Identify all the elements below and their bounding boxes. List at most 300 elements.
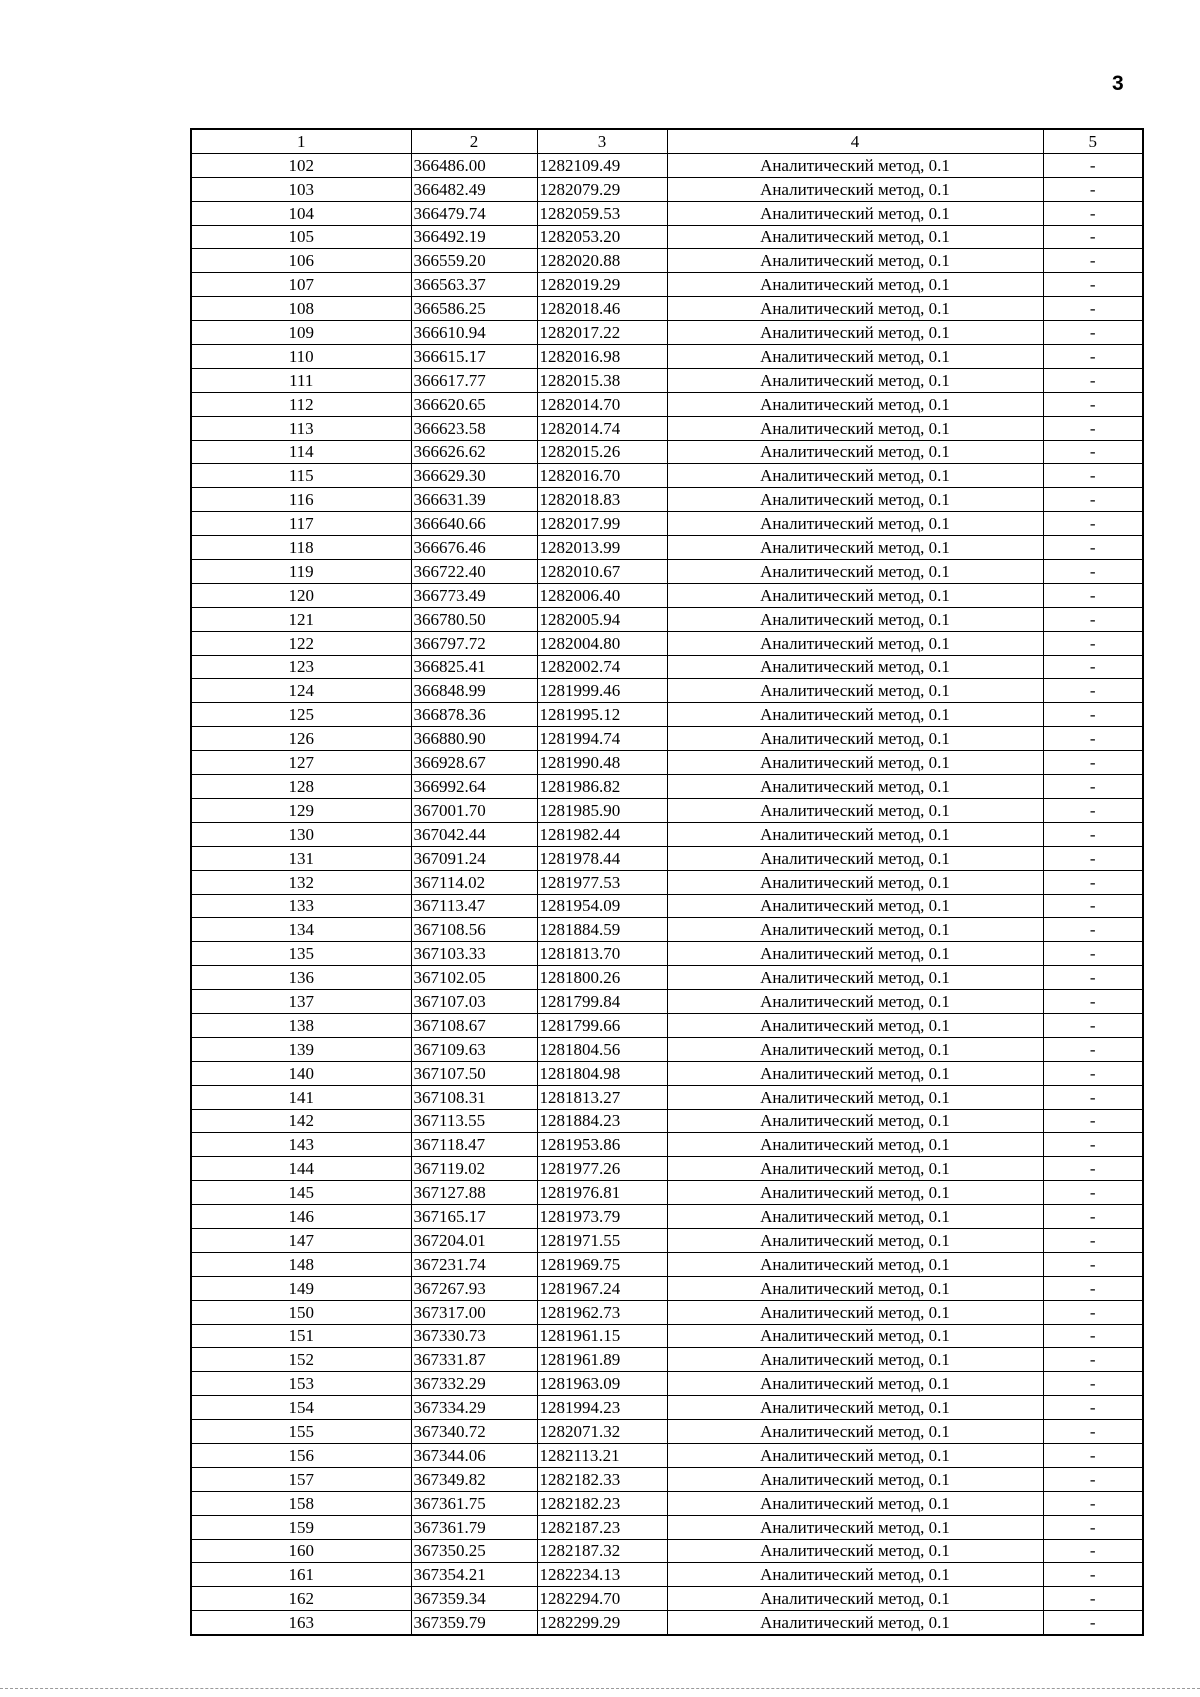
x-coordinate-cell: 366623.58 <box>411 416 537 440</box>
point-number-cell: 130 <box>191 822 411 846</box>
point-number-cell: 156 <box>191 1443 411 1467</box>
table-row <box>191 1013 1143 1037</box>
note-cell: - <box>1043 1228 1143 1252</box>
method-cell: Аналитический метод, 0.1 <box>667 870 1043 894</box>
x-coordinate-cell: 366620.65 <box>411 392 537 416</box>
header-row <box>191 129 1143 153</box>
method-cell: Аналитический метод, 0.1 <box>667 751 1043 775</box>
note-cell: - <box>1043 727 1143 751</box>
y-coordinate-cell: 1282015.38 <box>537 368 667 392</box>
note-cell: - <box>1043 703 1143 727</box>
method-cell: Аналитический метод, 0.1 <box>667 1372 1043 1396</box>
note-cell: - <box>1043 846 1143 870</box>
table-row <box>191 488 1143 512</box>
method-cell: Аналитический метод, 0.1 <box>667 1539 1043 1563</box>
point-number-cell: 114 <box>191 440 411 464</box>
method-cell: Аналитический метод, 0.1 <box>667 1228 1043 1252</box>
y-coordinate-cell: 1281963.09 <box>537 1372 667 1396</box>
table-row <box>191 607 1143 631</box>
note-cell: - <box>1043 583 1143 607</box>
y-coordinate-cell: 1281969.75 <box>537 1252 667 1276</box>
x-coordinate-cell: 367165.17 <box>411 1205 537 1229</box>
point-number-cell: 115 <box>191 464 411 488</box>
note-cell: - <box>1043 1348 1143 1372</box>
table-row <box>191 822 1143 846</box>
point-number-cell: 120 <box>191 583 411 607</box>
y-coordinate-cell: 1282071.32 <box>537 1420 667 1444</box>
table-row <box>191 1252 1143 1276</box>
point-number-cell: 122 <box>191 631 411 655</box>
note-cell: - <box>1043 1181 1143 1205</box>
note-cell: - <box>1043 1157 1143 1181</box>
method-cell: Аналитический метод, 0.1 <box>667 1515 1043 1539</box>
point-number-cell: 150 <box>191 1300 411 1324</box>
method-cell: Аналитический метод, 0.1 <box>667 1037 1043 1061</box>
y-coordinate-cell: 1282002.74 <box>537 655 667 679</box>
x-coordinate-cell: 367001.70 <box>411 798 537 822</box>
y-coordinate-cell: 1281800.26 <box>537 966 667 990</box>
method-cell: Аналитический метод, 0.1 <box>667 679 1043 703</box>
table-row <box>191 942 1143 966</box>
y-coordinate-cell: 1282016.98 <box>537 345 667 369</box>
point-number-cell: 117 <box>191 512 411 536</box>
note-cell: - <box>1043 536 1143 560</box>
table-row <box>191 894 1143 918</box>
note-cell: - <box>1043 440 1143 464</box>
method-cell: Аналитический метод, 0.1 <box>667 990 1043 1014</box>
y-coordinate-cell: 1281982.44 <box>537 822 667 846</box>
point-number-cell: 140 <box>191 1061 411 1085</box>
y-coordinate-cell: 1282006.40 <box>537 583 667 607</box>
note-cell: - <box>1043 1396 1143 1420</box>
y-coordinate-cell: 1281978.44 <box>537 846 667 870</box>
y-coordinate-cell: 1282017.22 <box>537 321 667 345</box>
x-coordinate-cell: 367332.29 <box>411 1372 537 1396</box>
table-row <box>191 345 1143 369</box>
method-cell: Аналитический метод, 0.1 <box>667 798 1043 822</box>
table-row <box>191 798 1143 822</box>
x-coordinate-cell: 367103.33 <box>411 942 537 966</box>
method-cell: Аналитический метод, 0.1 <box>667 942 1043 966</box>
table-row <box>191 631 1143 655</box>
method-cell: Аналитический метод, 0.1 <box>667 249 1043 273</box>
table-row <box>191 368 1143 392</box>
note-cell: - <box>1043 392 1143 416</box>
x-coordinate-cell: 366629.30 <box>411 464 537 488</box>
y-coordinate-cell: 1282059.53 <box>537 201 667 225</box>
header-cell-3: 3 <box>537 129 667 153</box>
note-cell: - <box>1043 990 1143 1014</box>
note-cell: - <box>1043 177 1143 201</box>
note-cell: - <box>1043 607 1143 631</box>
method-cell: Аналитический метод, 0.1 <box>667 297 1043 321</box>
point-number-cell: 145 <box>191 1181 411 1205</box>
note-cell: - <box>1043 1013 1143 1037</box>
method-cell: Аналитический метод, 0.1 <box>667 392 1043 416</box>
table-row <box>191 870 1143 894</box>
method-cell: Аналитический метод, 0.1 <box>667 1276 1043 1300</box>
method-cell: Аналитический метод, 0.1 <box>667 440 1043 464</box>
point-number-cell: 105 <box>191 225 411 249</box>
page-number: 3 <box>1112 72 1124 95</box>
y-coordinate-cell: 1282079.29 <box>537 177 667 201</box>
method-cell: Аналитический метод, 0.1 <box>667 416 1043 440</box>
note-cell: - <box>1043 1300 1143 1324</box>
table-row <box>191 846 1143 870</box>
y-coordinate-cell: 1282182.33 <box>537 1467 667 1491</box>
point-number-cell: 134 <box>191 918 411 942</box>
point-number-cell: 125 <box>191 703 411 727</box>
x-coordinate-cell: 366617.77 <box>411 368 537 392</box>
point-number-cell: 146 <box>191 1205 411 1229</box>
table-row <box>191 321 1143 345</box>
note-cell: - <box>1043 798 1143 822</box>
method-cell: Аналитический метод, 0.1 <box>667 1443 1043 1467</box>
method-cell: Аналитический метод, 0.1 <box>667 1491 1043 1515</box>
y-coordinate-cell: 1281977.26 <box>537 1157 667 1181</box>
y-coordinate-cell: 1281977.53 <box>537 870 667 894</box>
y-coordinate-cell: 1282234.13 <box>537 1563 667 1587</box>
point-number-cell: 136 <box>191 966 411 990</box>
point-number-cell: 119 <box>191 560 411 584</box>
x-coordinate-cell: 366479.74 <box>411 201 537 225</box>
point-number-cell: 126 <box>191 727 411 751</box>
x-coordinate-cell: 367340.72 <box>411 1420 537 1444</box>
note-cell: - <box>1043 1467 1143 1491</box>
x-coordinate-cell: 366825.41 <box>411 655 537 679</box>
x-coordinate-cell: 367361.79 <box>411 1515 537 1539</box>
method-cell: Аналитический метод, 0.1 <box>667 1157 1043 1181</box>
table-row <box>191 990 1143 1014</box>
x-coordinate-cell: 367109.63 <box>411 1037 537 1061</box>
x-coordinate-cell: 367359.34 <box>411 1587 537 1611</box>
table-row <box>191 918 1143 942</box>
y-coordinate-cell: 1282018.83 <box>537 488 667 512</box>
method-cell: Аналитический метод, 0.1 <box>667 703 1043 727</box>
x-coordinate-cell: 366626.62 <box>411 440 537 464</box>
table-row <box>191 225 1143 249</box>
method-cell: Аналитический метод, 0.1 <box>667 1085 1043 1109</box>
point-number-cell: 135 <box>191 942 411 966</box>
note-cell: - <box>1043 1563 1143 1587</box>
method-cell: Аналитический метод, 0.1 <box>667 583 1043 607</box>
x-coordinate-cell: 367114.02 <box>411 870 537 894</box>
x-coordinate-cell: 367127.88 <box>411 1181 537 1205</box>
method-cell: Аналитический метод, 0.1 <box>667 1061 1043 1085</box>
method-cell: Аналитический метод, 0.1 <box>667 512 1043 536</box>
x-coordinate-cell: 366992.64 <box>411 775 537 799</box>
table-row <box>191 440 1143 464</box>
note-cell: - <box>1043 942 1143 966</box>
y-coordinate-cell: 1281799.84 <box>537 990 667 1014</box>
note-cell: - <box>1043 321 1143 345</box>
table-header <box>191 129 1143 153</box>
x-coordinate-cell: 367359.79 <box>411 1611 537 1635</box>
point-number-cell: 108 <box>191 297 411 321</box>
point-number-cell: 121 <box>191 607 411 631</box>
y-coordinate-cell: 1282187.32 <box>537 1539 667 1563</box>
point-number-cell: 132 <box>191 870 411 894</box>
method-cell: Аналитический метод, 0.1 <box>667 464 1043 488</box>
y-coordinate-cell: 1282053.20 <box>537 225 667 249</box>
point-number-cell: 148 <box>191 1252 411 1276</box>
point-number-cell: 118 <box>191 536 411 560</box>
x-coordinate-cell: 366559.20 <box>411 249 537 273</box>
header-cell-2: 2 <box>411 129 537 153</box>
table-row <box>191 560 1143 584</box>
note-cell: - <box>1043 751 1143 775</box>
y-coordinate-cell: 1282014.74 <box>537 416 667 440</box>
method-cell: Аналитический метод, 0.1 <box>667 153 1043 177</box>
x-coordinate-cell: 366486.00 <box>411 153 537 177</box>
method-cell: Аналитический метод, 0.1 <box>667 607 1043 631</box>
point-number-cell: 112 <box>191 392 411 416</box>
x-coordinate-cell: 366848.99 <box>411 679 537 703</box>
x-coordinate-cell: 367317.00 <box>411 1300 537 1324</box>
table-row <box>191 1205 1143 1229</box>
method-cell: Аналитический метод, 0.1 <box>667 846 1043 870</box>
table-row <box>191 1157 1143 1181</box>
table-row <box>191 416 1143 440</box>
x-coordinate-cell: 367361.75 <box>411 1491 537 1515</box>
method-cell: Аналитический метод, 0.1 <box>667 1563 1043 1587</box>
note-cell: - <box>1043 1109 1143 1133</box>
point-number-cell: 124 <box>191 679 411 703</box>
y-coordinate-cell: 1281799.66 <box>537 1013 667 1037</box>
table-row <box>191 1085 1143 1109</box>
x-coordinate-cell: 367118.47 <box>411 1133 537 1157</box>
y-coordinate-cell: 1282294.70 <box>537 1587 667 1611</box>
method-cell: Аналитический метод, 0.1 <box>667 1467 1043 1491</box>
y-coordinate-cell: 1282019.29 <box>537 273 667 297</box>
y-coordinate-cell: 1281994.23 <box>537 1396 667 1420</box>
note-cell: - <box>1043 1539 1143 1563</box>
note-cell: - <box>1043 1324 1143 1348</box>
point-number-cell: 142 <box>191 1109 411 1133</box>
method-cell: Аналитический метод, 0.1 <box>667 894 1043 918</box>
x-coordinate-cell: 367350.25 <box>411 1539 537 1563</box>
y-coordinate-cell: 1281953.86 <box>537 1133 667 1157</box>
note-cell: - <box>1043 345 1143 369</box>
table-row <box>191 392 1143 416</box>
table-row <box>191 1611 1143 1635</box>
x-coordinate-cell: 367107.50 <box>411 1061 537 1085</box>
point-number-cell: 103 <box>191 177 411 201</box>
table-row <box>191 679 1143 703</box>
point-number-cell: 153 <box>191 1372 411 1396</box>
note-cell: - <box>1043 1085 1143 1109</box>
y-coordinate-cell: 1282018.46 <box>537 297 667 321</box>
table-row <box>191 1467 1143 1491</box>
x-coordinate-cell: 367113.47 <box>411 894 537 918</box>
y-coordinate-cell: 1282013.99 <box>537 536 667 560</box>
x-coordinate-cell: 367102.05 <box>411 966 537 990</box>
point-number-cell: 152 <box>191 1348 411 1372</box>
table-row <box>191 512 1143 536</box>
note-cell: - <box>1043 966 1143 990</box>
note-cell: - <box>1043 822 1143 846</box>
note-cell: - <box>1043 416 1143 440</box>
header-cell-4: 4 <box>667 129 1043 153</box>
note-cell: - <box>1043 249 1143 273</box>
y-coordinate-cell: 1282299.29 <box>537 1611 667 1635</box>
y-coordinate-cell: 1282187.23 <box>537 1515 667 1539</box>
note-cell: - <box>1043 775 1143 799</box>
point-number-cell: 110 <box>191 345 411 369</box>
table-row <box>191 1539 1143 1563</box>
y-coordinate-cell: 1281813.70 <box>537 942 667 966</box>
y-coordinate-cell: 1281973.79 <box>537 1205 667 1229</box>
x-coordinate-cell: 367113.55 <box>411 1109 537 1133</box>
x-coordinate-cell: 366773.49 <box>411 583 537 607</box>
y-coordinate-cell: 1282016.70 <box>537 464 667 488</box>
point-number-cell: 129 <box>191 798 411 822</box>
x-coordinate-cell: 366640.66 <box>411 512 537 536</box>
point-number-cell: 107 <box>191 273 411 297</box>
y-coordinate-cell: 1281967.24 <box>537 1276 667 1300</box>
y-coordinate-cell: 1282020.88 <box>537 249 667 273</box>
method-cell: Аналитический метод, 0.1 <box>667 321 1043 345</box>
coordinates-table <box>190 128 1144 1636</box>
x-coordinate-cell: 366722.40 <box>411 560 537 584</box>
x-coordinate-cell: 367331.87 <box>411 1348 537 1372</box>
table-row <box>191 1372 1143 1396</box>
note-cell: - <box>1043 153 1143 177</box>
x-coordinate-cell: 367344.06 <box>411 1443 537 1467</box>
method-cell: Аналитический метод, 0.1 <box>667 368 1043 392</box>
method-cell: Аналитический метод, 0.1 <box>667 727 1043 751</box>
x-coordinate-cell: 366492.19 <box>411 225 537 249</box>
note-cell: - <box>1043 297 1143 321</box>
method-cell: Аналитический метод, 0.1 <box>667 536 1043 560</box>
y-coordinate-cell: 1281986.82 <box>537 775 667 799</box>
table-row <box>191 1228 1143 1252</box>
x-coordinate-cell: 367231.74 <box>411 1252 537 1276</box>
x-coordinate-cell: 366610.94 <box>411 321 537 345</box>
y-coordinate-cell: 1281961.89 <box>537 1348 667 1372</box>
x-coordinate-cell: 366631.39 <box>411 488 537 512</box>
point-number-cell: 113 <box>191 416 411 440</box>
method-cell: Аналитический метод, 0.1 <box>667 822 1043 846</box>
point-number-cell: 159 <box>191 1515 411 1539</box>
x-coordinate-cell: 367354.21 <box>411 1563 537 1587</box>
y-coordinate-cell: 1282014.70 <box>537 392 667 416</box>
y-coordinate-cell: 1282005.94 <box>537 607 667 631</box>
x-coordinate-cell: 367042.44 <box>411 822 537 846</box>
table-row <box>191 655 1143 679</box>
note-cell: - <box>1043 1420 1143 1444</box>
point-number-cell: 151 <box>191 1324 411 1348</box>
point-number-cell: 137 <box>191 990 411 1014</box>
point-number-cell: 123 <box>191 655 411 679</box>
y-coordinate-cell: 1281962.73 <box>537 1300 667 1324</box>
y-coordinate-cell: 1282113.21 <box>537 1443 667 1467</box>
note-cell: - <box>1043 1133 1143 1157</box>
note-cell: - <box>1043 512 1143 536</box>
x-coordinate-cell: 367091.24 <box>411 846 537 870</box>
point-number-cell: 157 <box>191 1467 411 1491</box>
y-coordinate-cell: 1281961.15 <box>537 1324 667 1348</box>
note-cell: - <box>1043 1276 1143 1300</box>
x-coordinate-cell: 366878.36 <box>411 703 537 727</box>
x-coordinate-cell: 367334.29 <box>411 1396 537 1420</box>
x-coordinate-cell: 367108.56 <box>411 918 537 942</box>
point-number-cell: 154 <box>191 1396 411 1420</box>
method-cell: Аналитический метод, 0.1 <box>667 1587 1043 1611</box>
table-row <box>191 177 1143 201</box>
x-coordinate-cell: 366797.72 <box>411 631 537 655</box>
table-row <box>191 1420 1143 1444</box>
table-row <box>191 464 1143 488</box>
method-cell: Аналитический метод, 0.1 <box>667 488 1043 512</box>
table-row <box>191 703 1143 727</box>
y-coordinate-cell: 1281999.46 <box>537 679 667 703</box>
method-cell: Аналитический метод, 0.1 <box>667 201 1043 225</box>
table-row <box>191 153 1143 177</box>
y-coordinate-cell: 1281994.74 <box>537 727 667 751</box>
point-number-cell: 139 <box>191 1037 411 1061</box>
y-coordinate-cell: 1282004.80 <box>537 631 667 655</box>
x-coordinate-cell: 367108.67 <box>411 1013 537 1037</box>
x-coordinate-cell: 367108.31 <box>411 1085 537 1109</box>
method-cell: Аналитический метод, 0.1 <box>667 1348 1043 1372</box>
note-cell: - <box>1043 918 1143 942</box>
note-cell: - <box>1043 655 1143 679</box>
note-cell: - <box>1043 1515 1143 1539</box>
y-coordinate-cell: 1281804.56 <box>537 1037 667 1061</box>
method-cell: Аналитический метод, 0.1 <box>667 1205 1043 1229</box>
table-row <box>191 249 1143 273</box>
table-row <box>191 727 1143 751</box>
point-number-cell: 155 <box>191 1420 411 1444</box>
note-cell: - <box>1043 488 1143 512</box>
y-coordinate-cell: 1281804.98 <box>537 1061 667 1085</box>
point-number-cell: 138 <box>191 1013 411 1037</box>
point-number-cell: 158 <box>191 1491 411 1515</box>
y-coordinate-cell: 1282010.67 <box>537 560 667 584</box>
x-coordinate-cell: 366615.17 <box>411 345 537 369</box>
method-cell: Аналитический метод, 0.1 <box>667 1300 1043 1324</box>
note-cell: - <box>1043 1061 1143 1085</box>
method-cell: Аналитический метод, 0.1 <box>667 1324 1043 1348</box>
table-row <box>191 1563 1143 1587</box>
y-coordinate-cell: 1281884.23 <box>537 1109 667 1133</box>
table-row <box>191 297 1143 321</box>
table-row <box>191 1324 1143 1348</box>
x-coordinate-cell: 367267.93 <box>411 1276 537 1300</box>
method-cell: Аналитический метод, 0.1 <box>667 177 1043 201</box>
point-number-cell: 161 <box>191 1563 411 1587</box>
method-cell: Аналитический метод, 0.1 <box>667 918 1043 942</box>
y-coordinate-cell: 1281813.27 <box>537 1085 667 1109</box>
note-cell: - <box>1043 273 1143 297</box>
table-row <box>191 751 1143 775</box>
point-number-cell: 111 <box>191 368 411 392</box>
table-row <box>191 536 1143 560</box>
note-cell: - <box>1043 225 1143 249</box>
point-number-cell: 133 <box>191 894 411 918</box>
note-cell: - <box>1043 1587 1143 1611</box>
method-cell: Аналитический метод, 0.1 <box>667 1396 1043 1420</box>
point-number-cell: 141 <box>191 1085 411 1109</box>
method-cell: Аналитический метод, 0.1 <box>667 775 1043 799</box>
table-body <box>191 153 1143 1635</box>
note-cell: - <box>1043 1372 1143 1396</box>
y-coordinate-cell: 1281884.59 <box>537 918 667 942</box>
point-number-cell: 143 <box>191 1133 411 1157</box>
point-number-cell: 109 <box>191 321 411 345</box>
x-coordinate-cell: 366482.49 <box>411 177 537 201</box>
